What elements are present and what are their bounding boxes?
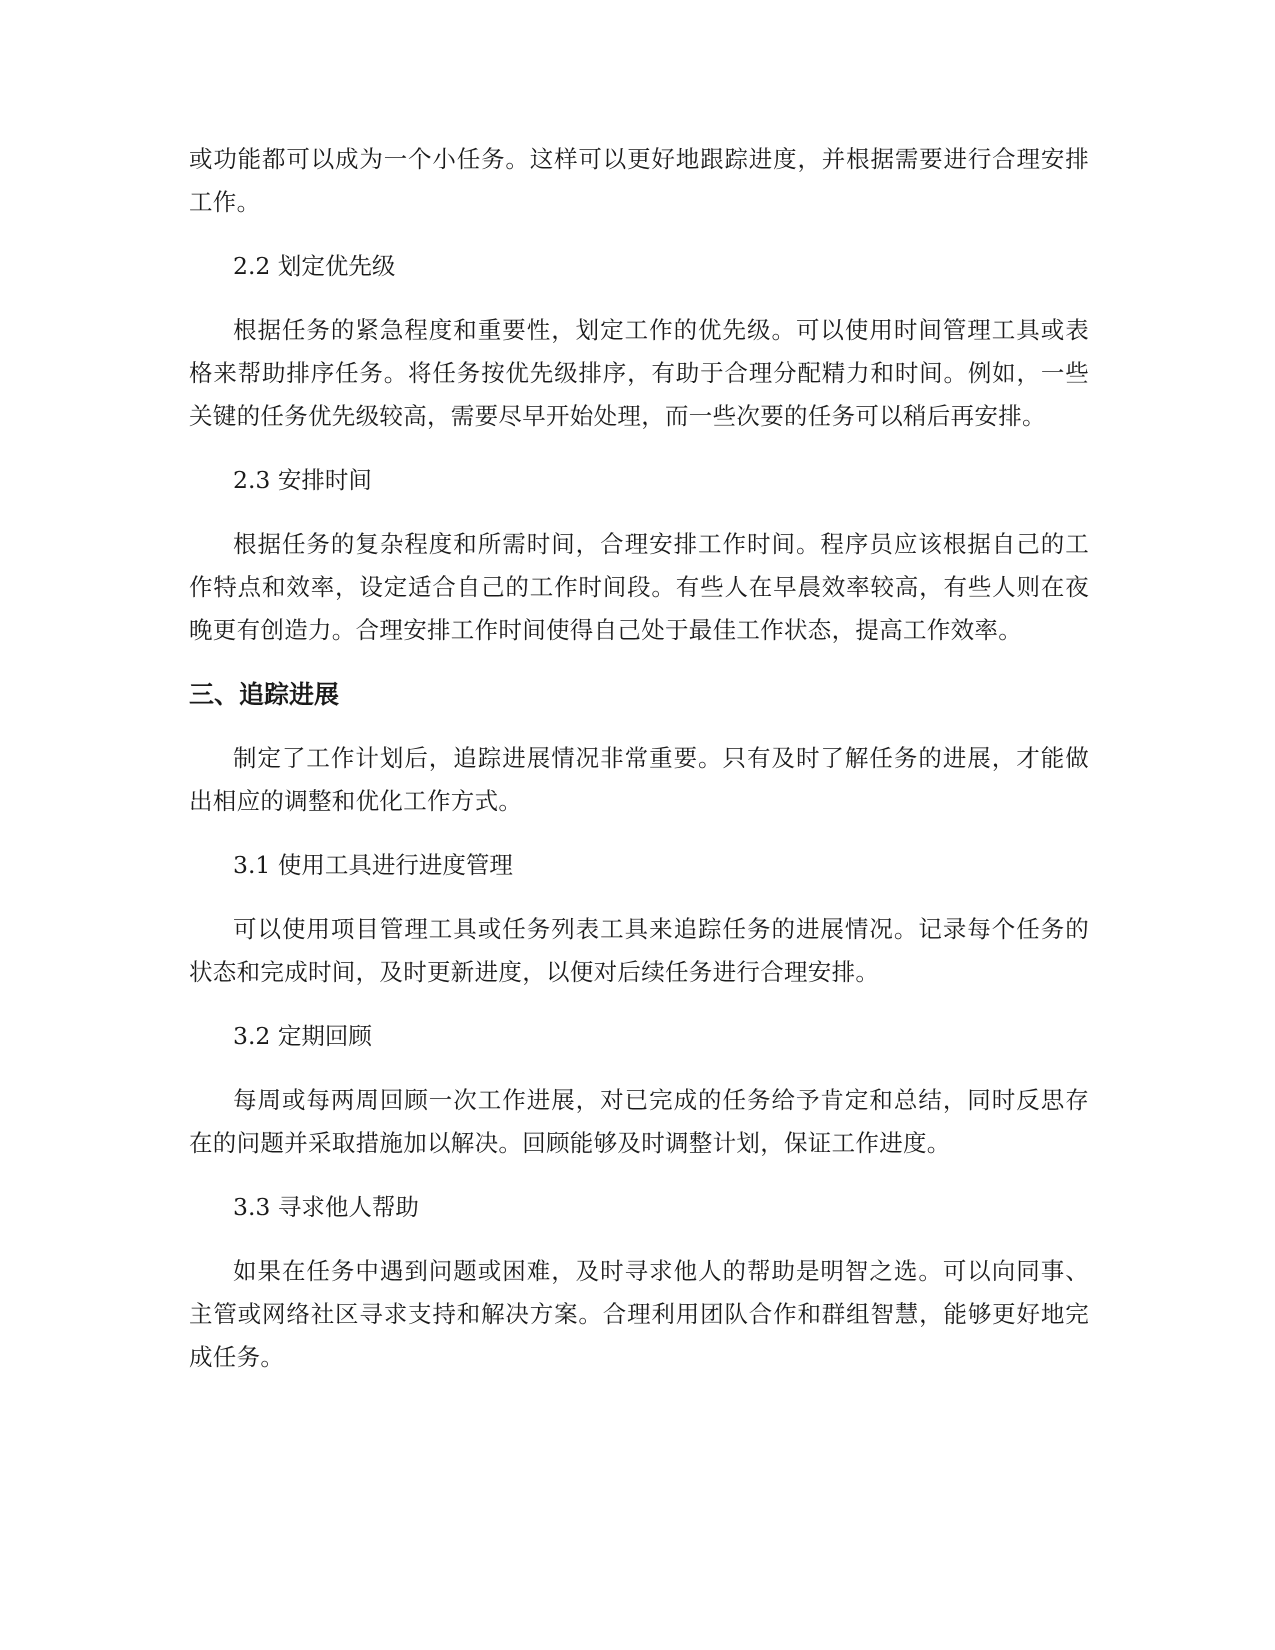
document-page (189, 138, 1089, 1379)
paragraph-2-3: 根据任务的复杂程度和所需时间，合理安排工作时间。程序员应该根据自己的工作特点和效率，设定适合自己的工作时间段。有些人在早晨效率较高，有些人则在夜晚更有创造力。合理安排工作时间使得自己处于最佳工作状态，提高工作效率。 (189, 530, 1089, 644)
subheading-2-2: 2.2 划定优先级 (233, 252, 396, 280)
subheading-2-3: 2.3 安排时间 (233, 466, 372, 494)
paragraph-3-1: 可以使用项目管理工具或任务列表工具来追踪任务的进展情况。记录每个任务的状态和完成时间，及时更新进度，以便对后续任务进行合理安排。 (189, 915, 1089, 986)
subheading-3-2: 3.2 定期回顾 (233, 1022, 372, 1050)
paragraph-2-2: 根据任务的紧急程度和重要性，划定工作的优先级。可以使用时间管理工具或表格来帮助排序任务。将任务按优先级排序，有助于合理分配精力和时间。例如，一些关键的任务优先级较高，需要尽早开始处理，而一些次要的任务可以稍后再安排。 (189, 316, 1089, 430)
subheading-3-1: 3.1 使用工具进行进度管理 (233, 851, 513, 879)
paragraph-3-3: 如果在任务中遇到问题或困难，及时寻求他人的帮助是明智之选。可以向同事、主管或网络社区寻求支持和解决方案。合理利用团队合作和群组智慧，能够更好地完成任务。 (189, 1257, 1089, 1371)
paragraph-3: 制定了工作计划后，追踪进展情况非常重要。只有及时了解任务的进展，才能做出相应的调整和优化工作方式。 (189, 744, 1089, 815)
paragraph-3-2: 每周或每两周回顾一次工作进展，对已完成的任务给予肯定和总结，同时反思存在的问题并采取措施加以解决。回顾能够及时调整计划，保证工作进度。 (189, 1086, 1089, 1157)
section-heading-3: 三、追踪进展 (189, 680, 340, 709)
subheading-3-3: 3.3 寻求他人帮助 (233, 1193, 419, 1221)
paragraph-continued: 或功能都可以成为一个小任务。这样可以更好地跟踪进度，并根据需要进行合理安排工作。 (189, 145, 1089, 216)
